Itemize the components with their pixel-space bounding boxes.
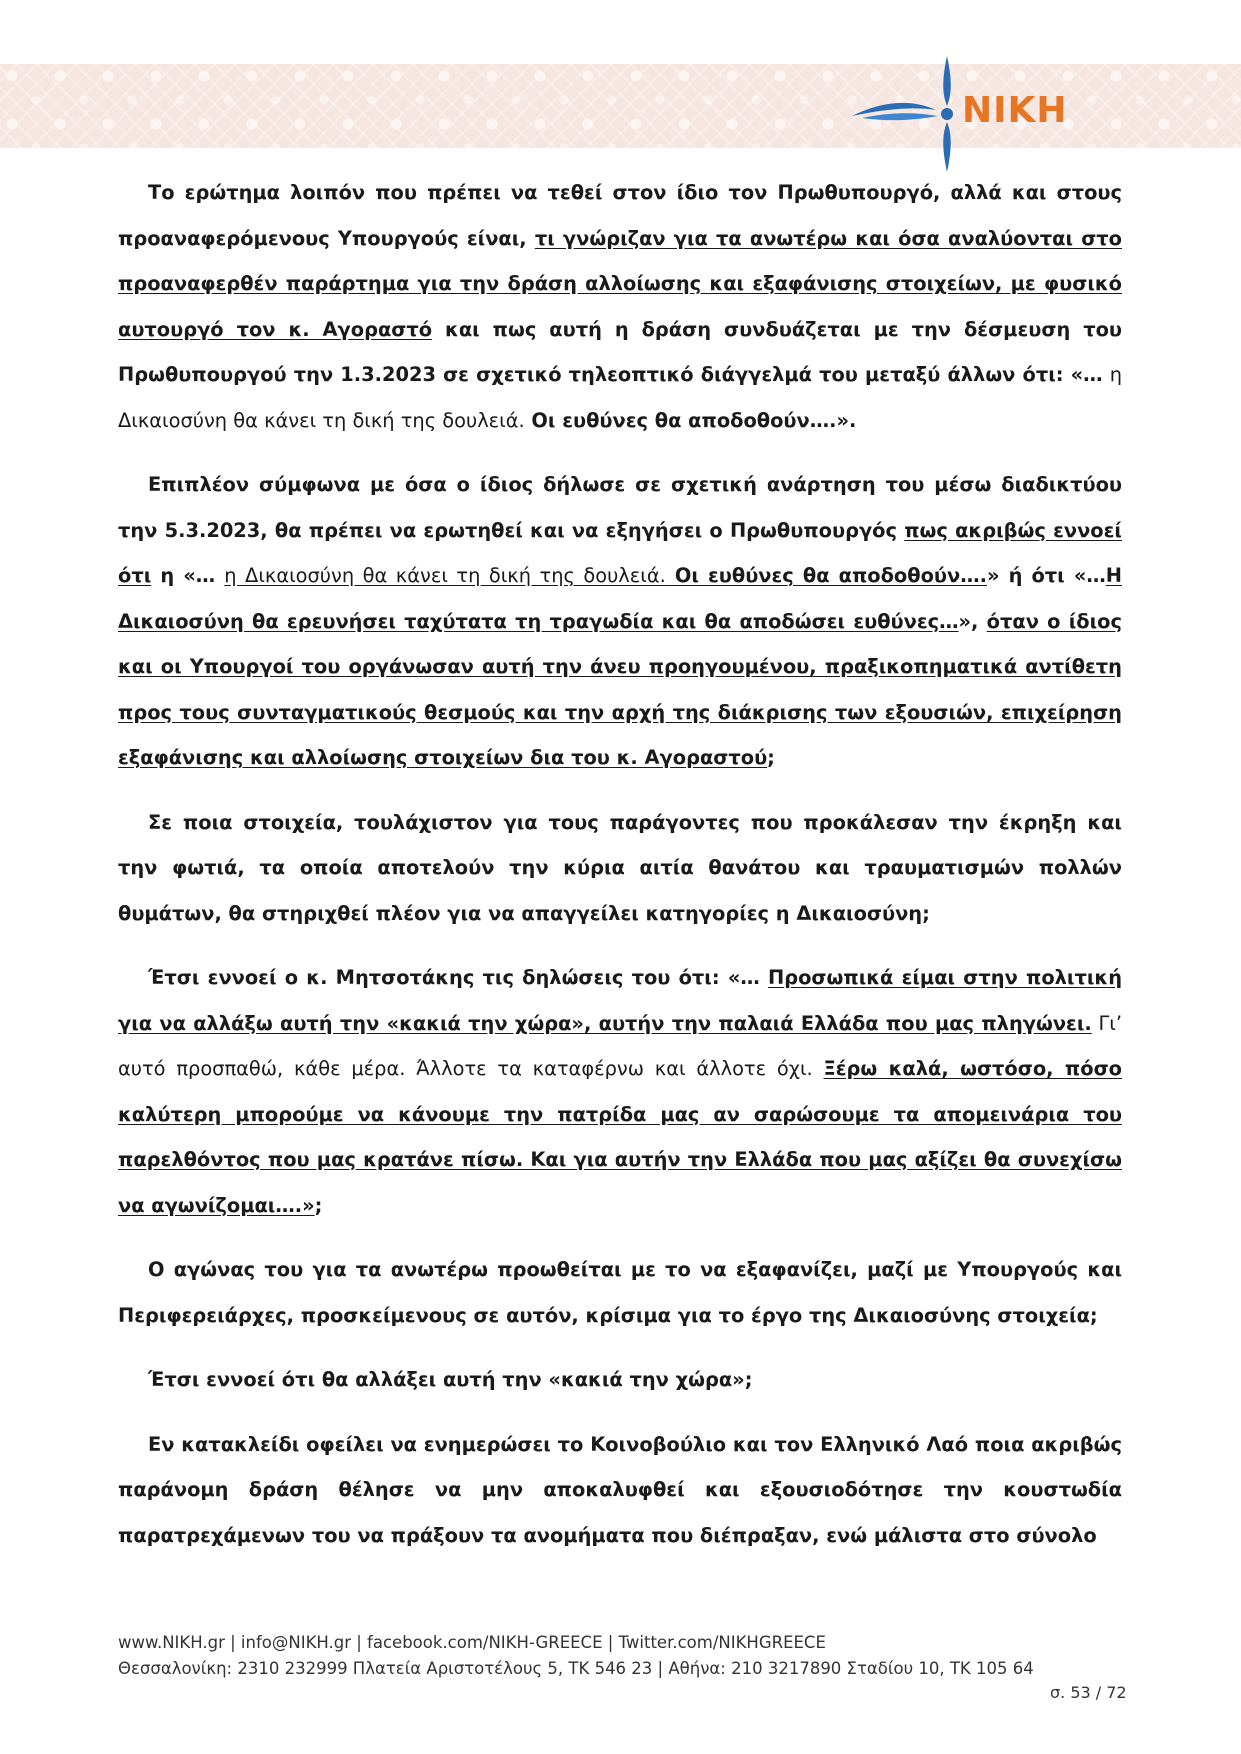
footer-contact-links: www.NIKH.gr | info@NIKH.gr | facebook.com/NIKH-GREECE | Twitter.com/NIKHGREECE [118, 1633, 826, 1652]
page-number: σ. 53 / 72 [1050, 1683, 1127, 1702]
paragraph-7: Εν κατακλείδι οφείλει να ενημερώσει το Κοινοβούλιο και τον Ελληνικό Λαό ποια ακριβώς παράνομη δράση θέλησε να μην αποκαλυφθεί και εξουσιοδότησε την κουστωδία παρατρεχάμενων του να πράξουν τα ανομήματα που διέπραξαν, ενώ μάλιστα στο σύνολο [118, 1432, 1122, 1547]
underlined-text: όταν ο ίδιος και οι Υπουργοί του οργάνωσαν αυτή την άνευ προηγουμένου, πραξικοπηματικά αντίθετη προς τους συνταγματικούς θεσμούς και την αρχή της διάκρισης των εξουσιών, επιχείρηση εξαφάνισης και αλλοίωσης στοιχείων δια του κ. Αγοραστού [118, 609, 1122, 769]
underlined-text: Ξέρω καλά, ωστόσο, πόσο καλύτερη μπορούμε να κάνουμε την πατρίδα μας αν σαρώσουμε τα απομεινάρια του παρελθόντος που μας κρατάνε πίσω. Και για αυτήν την Ελλάδα που μας αξίζει θα συνεχίσω να αγωνίζομαι….» [118, 1057, 1122, 1217]
text-run: » ή ότι «… [986, 564, 1106, 587]
paragraph-2 [118, 462, 1122, 781]
underlined-text: Προσωπικά είμαι στην πολιτική για να αλλάξω αυτή την «κακιά την χώρα», αυτήν την παλαιά Ελλάδα που μας πληγώνει. [118, 966, 1122, 1035]
underlined-text: πως ακριβώς εννοεί ότι [118, 518, 1122, 587]
document-body [118, 170, 1122, 1577]
text-run: Επιπλέον σύμφωνα με όσα ο ίδιος δήλωσε σε σχετική ανάρτηση του μέσω διαδικτύου την 5.3.2023, θα πρέπει να ερωτηθεί και να εξηγήσει ο Πρωθυπουργός [118, 473, 1122, 542]
underlined-text: Η Δικαιοσύνη θα ερευνήσει ταχύτατα τη τραγωδία και θα αποδώσει ευθύνες… [118, 564, 1122, 633]
text-run: ; [314, 1193, 323, 1217]
text-run: η «… [151, 564, 225, 587]
quoted-text: η Δικαιοσύνη θα κάνει τη δική της δουλειά. [118, 363, 1122, 432]
logo-wordmark: NIKH [962, 90, 1068, 131]
paragraph-3: Σε ποια στοιχεία, τουλάχιστον για τους παράγοντες που προκάλεσαν την έκρηξη και την φωτιά, τα οποία αποτελούν την κύρια αιτία θανάτου και τραυματισμών πολλών θυμάτων, θα στηριχθεί πλέον για να απαγγείλει κατηγορίες η Δικαιοσύνη; [118, 810, 1122, 925]
underlined-text: τι γνώριζαν για τα ανωτέρω και όσα αναλύονται στο προαναφερθέν παράρτημα για την δράση αλλοίωσης και εξαφάνισης στοιχείων, με φυσικό αυτουργό τον κ. Αγοραστό [118, 226, 1122, 341]
text-run: Οι ευθύνες θα αποδοθούν….». [524, 408, 857, 432]
text-run: Το ερώτημα λοιπόν που πρέπει να τεθεί στον ίδιο τον Πρωθυπουργό, αλλά και στους προαναφερόμενους Υπουργούς είναι, [118, 181, 1122, 250]
text-run: και πως αυτή η δράση συνδυάζεται με την δέσμευση του Πρωθυπουργού την 1.3.2023 σε σχετικό τηλεοπτικό διάγγελμά του μεταξύ άλλων ότι: «… [118, 317, 1122, 386]
text-run: ; [767, 746, 775, 769]
text-run: », [958, 609, 987, 633]
text-run: Έτσι εννοεί ο κ. Μητσοτάκης τις δηλώσεις του ότι: «… [148, 966, 768, 989]
paragraph-1 [118, 170, 1122, 443]
paragraph-5: Ο αγώνας του για τα ανωτέρω προωθείται με το να εξαφανίζει, μαζί με Υπουργούς και Περιφερειάρχες, προσκείμενους σε αυτόν, κρίσιμα για το έργο της Δικαιοσύνης στοιχεία; [118, 1258, 1122, 1327]
paragraph-4 [118, 955, 1122, 1228]
quoted-text: Γι’ αυτό προσπαθώ, κάθε μέρα. Άλλοτε τα καταφέρνω και άλλοτε όχι. [118, 1011, 1122, 1080]
underlined-text: Οι ευθύνες θα αποδοθούν…. [665, 564, 987, 587]
footer-addresses: Θεσσαλονίκη: 2310 232999 Πλατεία Αριστοτέλους 5, ΤΚ 546 23 | Αθήνα: 210 3217890 Σταδίου 10, ΤΚ 105 64 [118, 1659, 1034, 1678]
quoted-text: η Δικαιοσύνη θα κάνει τη δική της δουλειά. [224, 564, 666, 587]
paragraph-6: Έτσι εννοεί ότι θα αλλάξει αυτή την «κακιά την χώρα»; [148, 1368, 753, 1391]
footer [118, 1630, 1122, 1682]
